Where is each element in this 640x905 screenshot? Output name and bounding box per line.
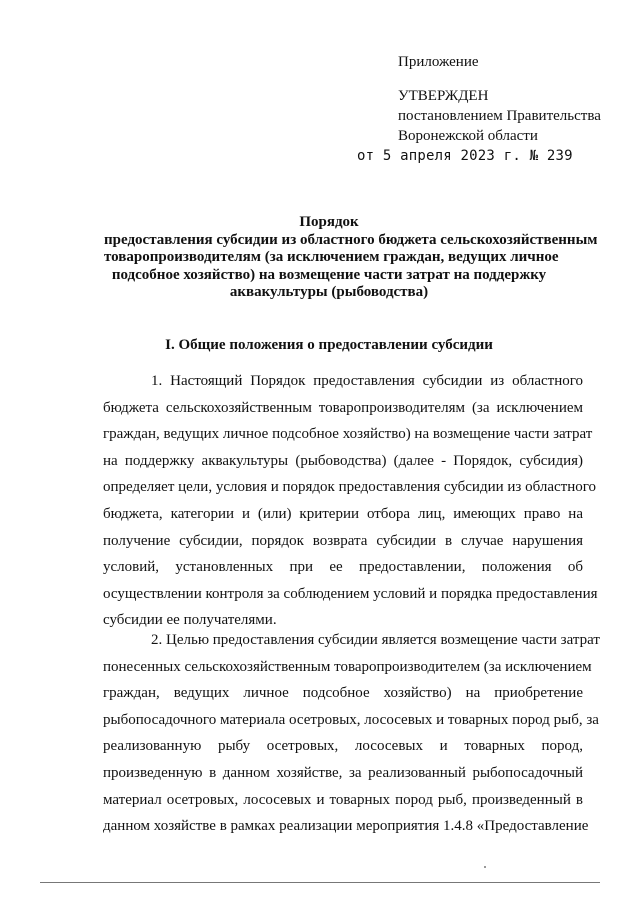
page-bottom-rule <box>40 882 600 883</box>
text-line: материал осетровых, лососевых и товарных пород рыб, произведенный в <box>103 791 583 808</box>
text-line: бюджета, категории и (или) критерии отбора лиц, имеющих право на <box>103 505 583 522</box>
text-line: определяет цели, условия и порядок предоставления субсидии из областного <box>103 479 597 496</box>
appendix-label: Приложение <box>398 54 479 70</box>
text-line: данном хозяйстве в рамках реализации мероприятия 1.4.8 «Предоставление <box>103 818 589 835</box>
section-title: I. Общие положения о предоставлении субсидии <box>165 337 493 353</box>
text-line: произведенную в данном хозяйстве, за реализованный рыбопосадочный <box>103 764 583 781</box>
decree-date-number: от 5 апреля 2023 г. № 239 <box>357 148 573 164</box>
text-line: осуществлении контроля за соблюдением условий и порядка предоставления <box>103 585 598 602</box>
approval-line-1: постановлением Правительства <box>398 108 601 124</box>
text-line: на поддержку аквакультуры (рыбоводства) (далее - Порядок, субсидия) <box>103 452 583 469</box>
text-line: реализованную рыбу осетровых, лососевых и товарных пород, <box>103 738 583 755</box>
approved-label: УТВЕРЖДЕН <box>398 88 489 104</box>
paragraph-1 <box>103 368 598 634</box>
text-line: бюджета сельскохозяйственным товаропроизводителям (за исключением <box>103 399 583 416</box>
text-line: получение субсидии, порядок возврата субсидии в случае нарушения <box>103 532 583 549</box>
approval-line-2: Воронежской области <box>398 128 538 144</box>
title-line: аквакультуры (рыбоводства) <box>229 284 429 300</box>
approval-block <box>398 52 601 146</box>
text-line: понесенных сельскохозяйственным товаропроизводителем (за исключением <box>103 658 592 675</box>
text-line: 1. Настоящий Порядок предоставления субсидии из областного <box>151 373 583 389</box>
title-heading: Порядок <box>299 214 359 230</box>
title-line: подсобное хозяйство) на возмещение части затрат на поддержку <box>111 266 547 283</box>
text-line: условий, установленных при ее предоставлении, положения об <box>103 559 583 576</box>
text-line: 2. Целью предоставления субсидии является возмещение части затрат <box>151 632 600 648</box>
title-line: товаропроизводителям (за исключением граждан, ведущих личное <box>104 249 559 265</box>
text-line: субсидии ее получателями. <box>103 612 277 629</box>
text-line: граждан, ведущих личное подсобное хозяйство) на возмещение части затрат <box>103 426 593 443</box>
document-title <box>104 214 598 302</box>
text-line: рыбопосадочного материала осетровых, лососевых и товарных пород рыб, за <box>103 711 599 728</box>
scan-speck <box>484 866 486 868</box>
paragraph-2 <box>103 627 600 840</box>
title-line: предоставления субсидии из областного бюджета сельскохозяйственным <box>104 231 598 248</box>
text-line: граждан, ведущих личное подсобное хозяйство) на приобретение <box>103 685 583 702</box>
